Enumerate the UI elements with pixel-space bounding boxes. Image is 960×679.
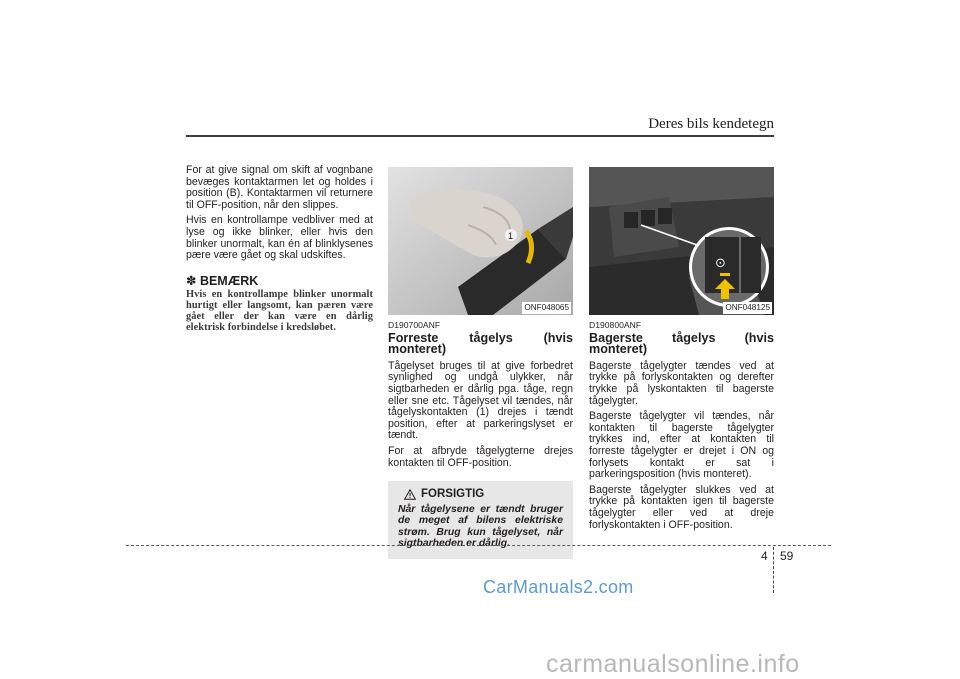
page-number: 59 [780, 549, 794, 563]
watermark-footer: carmanualsonline.info [546, 650, 800, 678]
caution-text: Når tågelysene er tændt bruger de meget af bilens elektriske strøm. Brug kun tågelyset, når sigtbarheden er dårlig. [398, 503, 563, 550]
warning-triangle-icon [404, 489, 416, 500]
svg-text:1: 1 [508, 231, 514, 241]
footer-rule [126, 545, 831, 546]
heading-rear-fog: Bagerste tågelys (hvis monteret) [589, 330, 774, 357]
header-rule [186, 135, 774, 137]
section-code: D190800ANF [589, 320, 642, 330]
caution-title-row [398, 489, 563, 501]
front-fog-switch-photo [388, 167, 573, 315]
hand-on-lever-illustration [388, 167, 573, 315]
dashboard-switch-illustration [589, 167, 774, 315]
paragraph: Bagerste tågelygter tændes ved at trykke på forlyskontakten og derefter trykke på lyskontakten til bagerste tågelygter. [589, 359, 774, 407]
caution-box [388, 481, 573, 559]
section-code: D190700ANF [388, 320, 441, 330]
column-1 [186, 165, 373, 334]
paragraph: Bagerste tågelygter vil tændes, når kontakten til bagerste tågelygter trykkes ind, efter at kontakten til forreste tågelygter er drejet i ON og forlysets kontakt er sat i parkeringsposition (hvis monteret). [589, 410, 774, 481]
paragraph: Tågelyset bruges til at give forbedret synlighed og undgå ulykker, når sigtbarheden er dårlig pga. tåge, regn eller sne etc. Tågelyset vil tændes, når tågelyskontakten (1) drejes i tændt position, efter at parkeringslyset er tændt. [388, 359, 573, 442]
page-divider [773, 547, 774, 593]
caution-title: FORSIGTIG [421, 488, 485, 501]
image-code: ONF048065 [524, 303, 569, 313]
paragraph: For at afbryde tågelygterne drejes kontakten til OFF-position. [388, 444, 573, 469]
heading-front-fog: Forreste tågelys (hvis monteret) [388, 330, 573, 357]
watermark-link[interactable]: CarManuals2.com [483, 577, 634, 597]
section-title: Deres bils kendetegn [648, 116, 774, 132]
paragraph: Bagerste tågelygter slukkes ved at trykke på kontakten igen til bagerste tågelygter eller ved at dreje forlyskontakten i OFF-position. [589, 483, 774, 531]
note-title: ✽ BEMÆRK [186, 273, 259, 288]
column-2 [388, 167, 573, 559]
note-text: Hvis en kontrollampe blinker unormalt hurtigt eller langsomt, kan pæren være gået eller der kan være en dårlig elektrisk forbindelse i kredsløbet. [186, 289, 373, 334]
paragraph: For at give signal om skift af vognbane bevæges kontaktarmen let og holdes i position (B). Kontaktarmen vil returnere til OFF-position, når den slippes. [186, 164, 373, 211]
svg-text:⊙: ⊙ [715, 256, 726, 271]
image-code: ONF048125 [725, 303, 770, 313]
rear-fog-switch-photo [589, 167, 774, 315]
paragraph: Hvis en kontrollampe vedbliver med at lyse og ikke blinker, eller hvis den blinker unormalt, kan én af blinklysenes pære være gået og skal udskiftes. [186, 214, 373, 262]
chapter-number: 4 [761, 549, 768, 563]
column-3 [589, 167, 774, 535]
